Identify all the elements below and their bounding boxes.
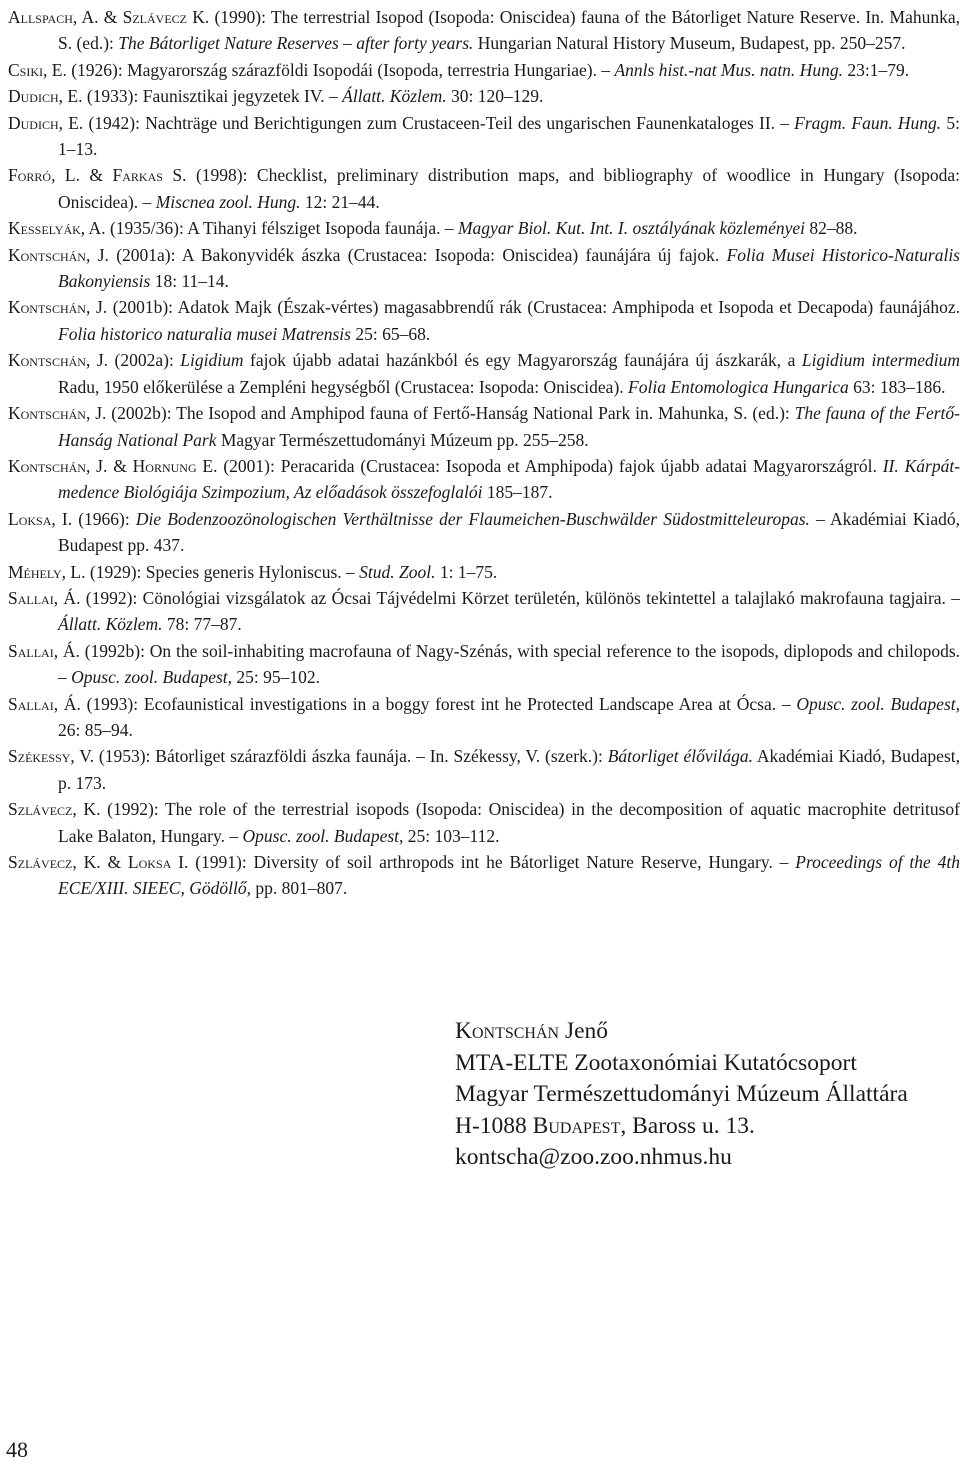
reference-text: (2001b): Adatok Majk (Észak-vértes) magasabbrendű rák (Crustacea: Amphipoda et Isopoda et Decapoda) faunájához. bbox=[107, 297, 960, 318]
reference-italic-text: Bátorliget élővilága. bbox=[607, 746, 753, 767]
reference-text: (1993): Ecofaunistical investigations in a boggy forest int he Protected Landscape Area at Ócsa. – bbox=[80, 693, 797, 714]
reference-text: 63: 183–186. bbox=[848, 376, 946, 397]
reference-text: (1926): Magyarország szárazföldi Isopodái (Isopoda, terrestria Hungariae). – bbox=[66, 59, 615, 80]
reference-entry bbox=[8, 506, 960, 559]
reference-authors: Dudich, E. bbox=[8, 86, 83, 107]
reference-text: (2001a): A Bakonyvidék ászka (Crustacea: Isopoda: Oniscidea) faunájára új fajok. bbox=[108, 244, 727, 265]
reference-text: fajok újabb adatai hazánkból és egy Magyarország faunájára új ászkarák, a bbox=[243, 350, 802, 371]
reference-authors: Forró, L. & Farkas S. bbox=[8, 165, 187, 186]
reference-italic-text: Állatt. Közlem. bbox=[342, 86, 447, 107]
reference-authors: Kontschán, J. & Hornung E. bbox=[8, 455, 218, 476]
reference-entry bbox=[8, 215, 960, 241]
author-institute: MTA-ELTE Zootaxonómiai Kutatócsoport bbox=[455, 1049, 857, 1076]
reference-authors: Kontschán, J. bbox=[8, 403, 107, 424]
reference-text: Magyar Természettudományi Múzeum pp. 255–258. bbox=[216, 429, 589, 450]
reference-entry bbox=[8, 559, 960, 585]
reference-entry bbox=[8, 638, 960, 691]
reference-italic-text: Folia Entomologica Hungarica bbox=[628, 376, 849, 397]
reference-entry bbox=[8, 796, 960, 849]
reference-entry bbox=[8, 347, 960, 400]
reference-text: (1935/36): A Tihanyi félsziget Isopoda faunája. – bbox=[105, 218, 458, 239]
reference-authors: Kontschán, J. bbox=[8, 244, 109, 265]
reference-text: 18: 11–14. bbox=[150, 271, 229, 292]
reference-text: (1992b): On the soil-inhabiting macrofauna of Nagy-Szénás, with special reference to the isopods, diplopods and chilopods. – bbox=[58, 640, 960, 688]
reference-authors: Kontschán, J. bbox=[8, 297, 108, 318]
author-postal-address: H-1088 Budapest, Baross u. 13. bbox=[455, 1112, 755, 1139]
author-surname: Kontschán bbox=[455, 1018, 560, 1044]
author-email[interactable]: kontscha@zoo.zoo.nhmus.hu bbox=[455, 1144, 732, 1170]
reference-text: Hungarian Natural History Museum, Budapest, pp. 250–257. bbox=[473, 33, 906, 54]
reference-entry bbox=[8, 453, 960, 506]
reference-italic-text: Folia Musei Historico-Naturalis Bakonyiensis bbox=[58, 244, 960, 292]
page-number: 48 bbox=[6, 1437, 28, 1462]
reference-text: (1998): Checklist, preliminary distribution maps, and bibliography of woodlice in Hungary (Isopoda: Oniscidea). – bbox=[58, 165, 960, 212]
reference-entry bbox=[8, 4, 960, 57]
reference-italic-text: Stud. Zool. bbox=[359, 561, 436, 582]
reference-italic-text: Annls hist.-nat Mus. natn. Hung. bbox=[614, 59, 843, 80]
reference-italic-text: Ligidium bbox=[180, 350, 244, 371]
reference-authors: Méhely, L. bbox=[8, 561, 86, 582]
reference-authors: Szlávecz, K. & Loksa I. bbox=[8, 852, 189, 872]
reference-italic-text: Proceedings of the 4th ECE/XIII. SIEEC, Gödöllő, bbox=[58, 852, 960, 899]
reference-authors: Allspach, A. & Szlávecz K. bbox=[8, 7, 210, 27]
reference-italic-text: II. Kárpát-medence Biológiája Szimpozium, Az előadások összefoglalói bbox=[58, 455, 960, 503]
reference-text: 78: 77–87. bbox=[162, 614, 242, 635]
reference-entry bbox=[8, 57, 960, 83]
reference-text: 25: 103–112. bbox=[403, 825, 500, 846]
reference-text: (1933): Faunisztikai jegyzetek IV. – bbox=[82, 86, 343, 107]
reference-text: (1929): Species generis Hyloniscus. – bbox=[85, 561, 360, 582]
reference-text: (1992): Cönológiai vizsgálatok az Ócsai Tájvédelmi Körzet területén, különös tekintettel a talajlakó makrofauna tagjaira. – bbox=[80, 587, 960, 608]
reference-entry bbox=[8, 294, 960, 347]
reference-text: 185–187. bbox=[482, 482, 553, 503]
reference-authors: Dudich, E. bbox=[8, 112, 84, 133]
reference-authors: Székessy, V. bbox=[8, 746, 95, 767]
reference-text: (1992): The role of the terrestrial isopods (Isopoda: Oniscidea) in the decomposition of aquatic macrophite detritusof Lake Balaton, Hungary. – bbox=[58, 799, 960, 846]
reference-text: (2002a): bbox=[108, 350, 181, 371]
reference-list bbox=[8, 4, 960, 902]
reference-entry bbox=[8, 162, 960, 215]
reference-italic-text: Opusc. zool. Budapest, bbox=[796, 693, 960, 714]
reference-authors: Sallai, Á. bbox=[8, 693, 81, 714]
reference-italic-text: Opusc. zool. Budapest, bbox=[71, 667, 233, 688]
reference-text: 25: 95–102. bbox=[232, 667, 321, 688]
reference-text: (2001): Peracarida (Crustacea: Isopoda et Amphipoda) fajok újabb adatai Magyarországról. bbox=[217, 455, 883, 476]
reference-text: (2002b): The Isopod and Amphipod fauna of Fertő-Hanság National Park in. Mahunka, S. (ed.): bbox=[106, 403, 795, 424]
reference-text: 30: 120–129. bbox=[446, 86, 544, 107]
reference-text: 25: 65–68. bbox=[350, 323, 431, 344]
reference-authors: Loksa, I. bbox=[8, 508, 73, 529]
reference-italic-text: Miscnea zool. Hung. bbox=[155, 191, 301, 212]
reference-entry bbox=[8, 242, 960, 295]
reference-authors: Szlávecz, K. bbox=[8, 799, 101, 820]
reference-authors: Sallai, Á. bbox=[8, 587, 81, 608]
reference-authors: Csiki, E. bbox=[8, 59, 67, 80]
reference-text: – Akadémiai Kiadó, Budapest pp. 437. bbox=[58, 508, 960, 556]
reference-italic-text: Ligidium intermedium bbox=[801, 350, 960, 371]
reference-italic-text: Die Bodenzoozönologischen Verthältnisse der Flaumeichen-Buschwälder Südostmitteleuropas. bbox=[135, 508, 810, 529]
reference-text: Radu, 1950 előkerülése a Zempléni hegységből (Crustacea: Isopoda: Oniscidea). bbox=[58, 376, 629, 397]
reference-entry bbox=[8, 83, 960, 109]
reference-text: 23:1–79. bbox=[842, 59, 910, 80]
reference-italic-text: Állatt. Közlem. bbox=[58, 614, 163, 635]
reference-text: Akadémiai Kiadó, Budapest, p. 173. bbox=[58, 746, 960, 793]
reference-italic-text: The fauna of the Fertő-Hanság National Park bbox=[58, 403, 960, 450]
reference-entry bbox=[8, 400, 960, 453]
reference-text: 26: 85–94. bbox=[58, 719, 133, 740]
reference-italic-text: The Bátorliget Nature Reserves – after forty years. bbox=[118, 33, 474, 54]
reference-italic-text: Opusc. zool. Budapest, bbox=[242, 825, 404, 846]
reference-entry bbox=[8, 849, 960, 902]
reference-entry bbox=[8, 691, 960, 744]
reference-text: 5: 1–13. bbox=[58, 112, 960, 160]
reference-text: (1990): The terrestrial Isopod (Isopoda: Oniscidea) fauna of the Bátorliget Nature Reserve. In. Mahunka, S. (ed.): bbox=[58, 7, 960, 54]
reference-entry bbox=[8, 110, 960, 163]
reference-text: pp. 801–807. bbox=[250, 878, 348, 899]
author-museum: Magyar Természettudományi Múzeum Állattára bbox=[455, 1081, 908, 1107]
reference-text: (1966): bbox=[72, 508, 136, 529]
reference-authors: Sallai, Á. bbox=[8, 640, 80, 661]
reference-italic-text: Folia historico naturalia musei Matrensis bbox=[58, 323, 351, 344]
reference-text: 82–88. bbox=[804, 218, 858, 239]
author-name bbox=[455, 1016, 908, 1048]
author-city: Budapest bbox=[532, 1112, 621, 1139]
reference-authors: Kontschán, J. bbox=[8, 350, 109, 371]
author-given-name: Jenő bbox=[559, 1018, 609, 1044]
reference-text: 12: 21–44. bbox=[300, 191, 380, 212]
reference-italic-text: Magyar Biol. Kut. Int. I. osztályának közleményei bbox=[457, 218, 805, 239]
reference-text: 1: 1–75. bbox=[435, 561, 498, 582]
reference-entry bbox=[8, 585, 960, 638]
reference-text: (1953): Bátorliget szárazföldi ászka faunája. – In. Székessy, V. (szerk.): bbox=[94, 746, 608, 767]
reference-entry bbox=[8, 743, 960, 796]
reference-text: (1942): Nachträge und Berichtigungen zum Crustaceen-Teil des ungarischen Faunenkataloges II. – bbox=[83, 112, 795, 133]
reference-italic-text: Fragm. Faun. Hung. bbox=[794, 112, 942, 133]
reference-text: (1991): Diversity of soil arthropods int he Bátorliget Nature Reserve, Hungary. – bbox=[188, 852, 796, 872]
reference-authors: Kesselyák, A. bbox=[8, 218, 106, 239]
author-address bbox=[455, 1016, 908, 1174]
